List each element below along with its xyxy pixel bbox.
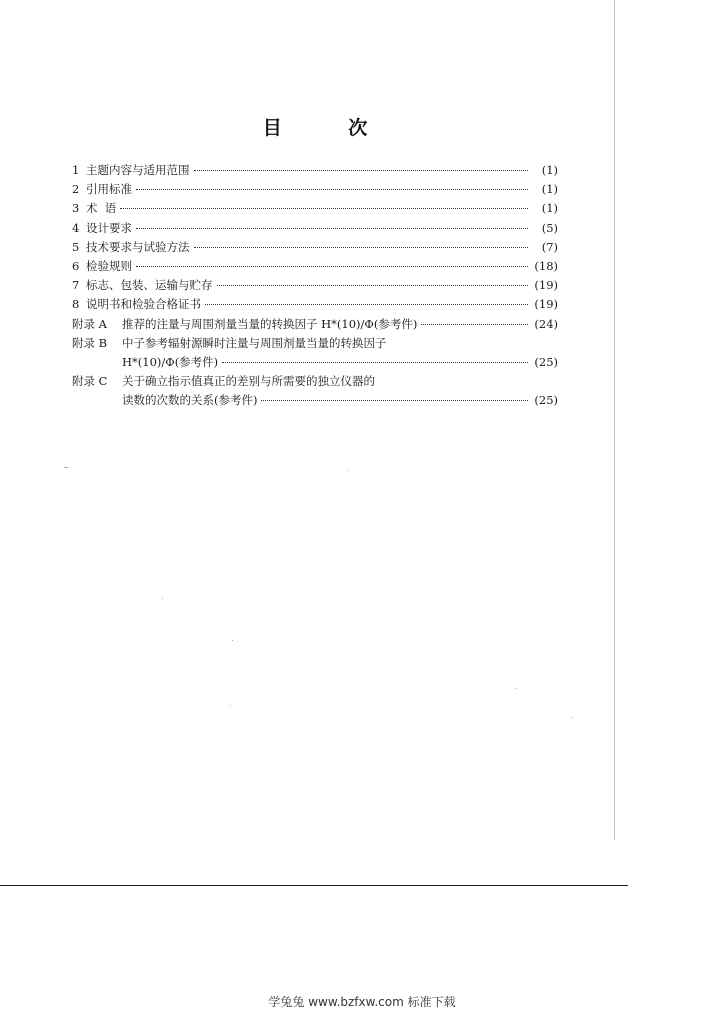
toc-appendix-c[interactable] (72, 372, 558, 391)
dot-leader (421, 324, 528, 325)
toc-entry-page: (1) (541, 201, 558, 216)
toc-entry-page: (1) (541, 182, 558, 197)
toc-appendix-b-continued[interactable] (72, 353, 558, 372)
page-title: 目 次 (262, 117, 398, 139)
bottom-rule (0, 885, 628, 886)
toc-entry-number: 5 (72, 239, 80, 254)
toc-entry-page: (19) (534, 297, 558, 312)
dot-leader (194, 247, 529, 248)
toc-entry-page: (1) (541, 163, 558, 177)
scan-speck (64, 467, 68, 468)
appendix-title-line-2: H*(10)/Φ(参考件) (122, 354, 219, 369)
toc-entry-title: 标志、包装、运输与贮存 (86, 278, 213, 293)
scan-speck (230, 705, 231, 706)
toc-entry-title: 主题内容与适用范围 (86, 163, 190, 177)
toc-entry-page: (19) (534, 278, 558, 293)
dot-leader (136, 189, 528, 190)
table-of-contents (72, 161, 558, 410)
scan-speck (348, 470, 349, 471)
appendix-label: 附录 A (72, 316, 107, 331)
dot-leader (136, 228, 528, 229)
scan-speck (162, 598, 163, 599)
toc-entry-title: 引用标准 (86, 182, 132, 197)
toc-entry-number: 4 (72, 220, 80, 235)
appendix-title: 推荐的注量与周围剂量当量的转换因子 H*(10)/Φ(参考件) (122, 316, 418, 331)
toc-entry-page: (18) (534, 258, 558, 273)
appendix-label: 附录 B (72, 335, 108, 350)
toc-entry-title: 术 语 (86, 201, 117, 216)
dot-leader (120, 208, 528, 209)
dot-leader (217, 285, 529, 286)
scan-speck (232, 640, 233, 641)
toc-entry-8[interactable] (72, 295, 558, 314)
toc-entry-number: 3 (72, 201, 80, 216)
toc-entry-number: 8 (72, 297, 80, 312)
scan-speck (572, 717, 573, 718)
dot-leader (222, 362, 528, 363)
dot-leader (194, 170, 529, 171)
toc-entry-6[interactable] (72, 257, 558, 276)
toc-entry-page: (24) (534, 316, 558, 331)
dot-leader (136, 266, 528, 267)
toc-entry-page: (25) (534, 393, 558, 408)
appendix-title-line-2: 读数的次数的关系(参考件) (122, 393, 258, 408)
scan-speck (515, 688, 516, 689)
appendix-label: 附录 C (72, 374, 108, 389)
toc-entry-2[interactable] (72, 180, 558, 199)
toc-entry-4[interactable] (72, 219, 558, 238)
toc-entry-number: 1 (72, 163, 80, 177)
dot-leader (261, 400, 528, 401)
toc-entry-number: 6 (72, 258, 80, 273)
dot-leader (205, 304, 528, 305)
toc-entry-number: 7 (72, 278, 80, 293)
toc-appendix-b[interactable] (72, 334, 558, 353)
toc-entry-title: 设计要求 (86, 220, 132, 235)
toc-entry-page: (5) (541, 220, 558, 235)
appendix-title-line-1: 中子参考辐射源瞬时注量与周围剂量当量的转换因子 (122, 335, 387, 350)
toc-entry-title: 技术要求与试验方法 (86, 239, 190, 254)
footer-watermark: 学兔兔 www.bzfxw.com 标准下载 (268, 995, 456, 1009)
toc-entry-3[interactable] (72, 199, 558, 218)
toc-entry-page: (25) (534, 354, 558, 369)
appendix-title-line-1: 关于确立指示值真正的差别与所需要的独立仪器的 (122, 374, 375, 389)
toc-entry-5[interactable] (72, 238, 558, 257)
toc-entry-number: 2 (72, 182, 80, 197)
toc-entry-1[interactable] (72, 161, 558, 180)
toc-entry-title: 说明书和检验合格证书 (86, 297, 201, 312)
toc-entry-title: 检验规则 (86, 258, 132, 273)
toc-entry-page: (7) (541, 239, 558, 254)
toc-appendix-a[interactable] (72, 315, 558, 334)
toc-appendix-c-continued[interactable] (72, 391, 558, 410)
toc-entry-7[interactable] (72, 276, 558, 295)
